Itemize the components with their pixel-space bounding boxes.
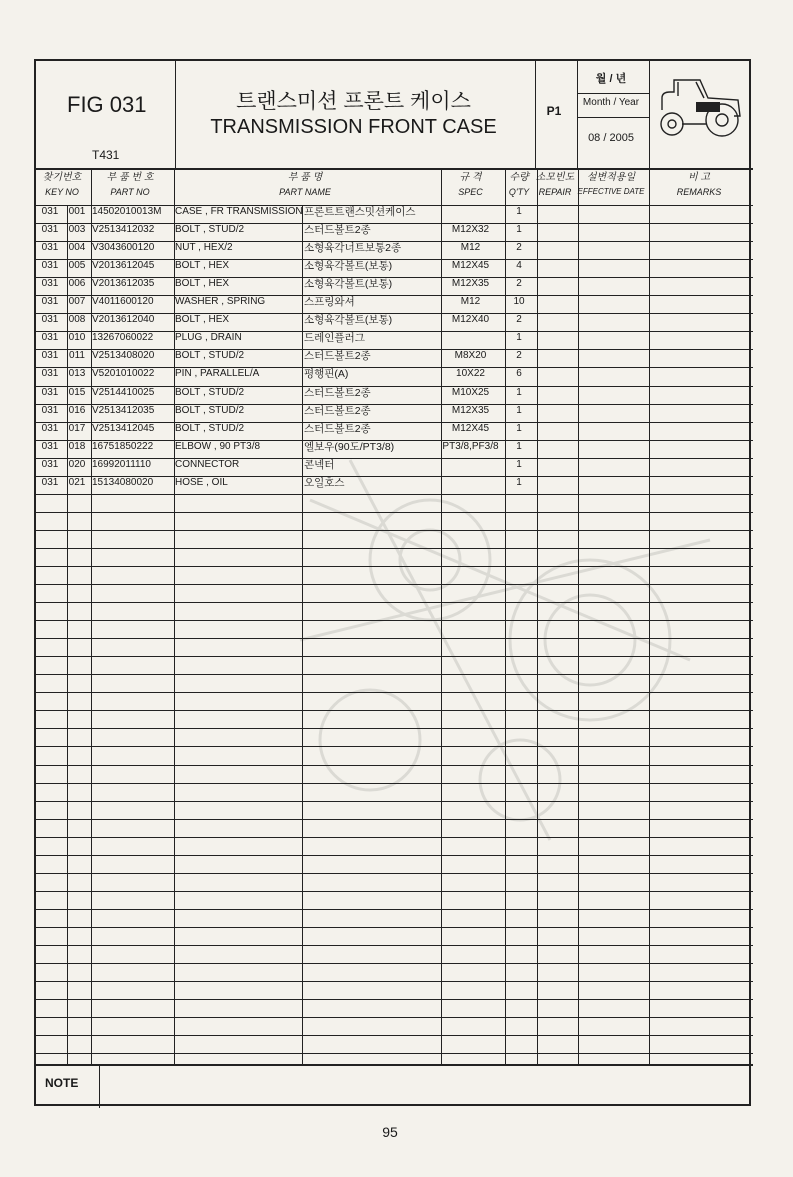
row-spec: M12X40 (451, 314, 490, 326)
grid-hline (36, 873, 753, 874)
row-part-name-ko: 콘넥터 (304, 458, 335, 471)
grid-hline (36, 620, 753, 621)
row-fig-number: 031 (41, 224, 59, 236)
grid-hline (36, 710, 753, 711)
grid-hline (36, 981, 753, 982)
row-part-name-ko: 스터드볼트2종 (304, 350, 371, 363)
row-part-name-ko: 프론트트랜스밋션케이스 (304, 206, 416, 218)
row-part-no: V5201010022 (92, 368, 155, 380)
row-part-name-ko: 스터드볼트2종 (304, 422, 371, 435)
grid-vline (649, 168, 650, 1064)
row-part-name-ko: 소형육각볼트(보통) (304, 314, 393, 327)
row-part-name-en: BOLT , HEX (175, 260, 230, 272)
row-key-no: 004 (68, 242, 86, 254)
row-qty: 1 (516, 386, 522, 398)
row-spec: PT3/8,PF3/8 (442, 440, 499, 452)
row-part-name-ko: 오일호스 (304, 476, 345, 489)
row-part-name-en: BOLT , HEX (175, 278, 230, 290)
grid-hline (36, 512, 753, 513)
row-qty: 2 (516, 278, 522, 290)
row-spec: M12X35 (451, 278, 490, 290)
row-qty: 1 (516, 476, 522, 488)
row-spec: M12X45 (451, 422, 490, 434)
row-spec: M12X45 (451, 260, 490, 272)
col-repair-ko: 소모빈도 (535, 172, 575, 183)
row-qty: 2 (516, 242, 522, 254)
row-qty: 1 (516, 224, 522, 236)
row-part-name-ko: 스터드볼트2종 (304, 224, 371, 237)
figure-number: FIG 031 (67, 92, 147, 117)
row-spec (439, 456, 502, 474)
grid-hline (36, 584, 753, 585)
row-fig-number: 031 (41, 386, 59, 398)
row-key-no: 017 (68, 422, 86, 434)
col-effective-date-en: EFFECTIVE DATE (577, 187, 645, 196)
row-spec (439, 329, 502, 347)
row-part-name-en: ELBOW , 90 PT3/8 (175, 440, 261, 452)
row-qty: 10 (513, 296, 525, 308)
row-part-no: V2013612045 (92, 260, 155, 272)
col-remarks-en: REMARKS (676, 187, 722, 197)
row-part-name-ko: 소형육각너트보통2종 (304, 242, 402, 255)
grid-hline (36, 638, 753, 639)
row-part-no: V2513412032 (92, 224, 155, 236)
row-fig-number: 031 (41, 260, 59, 272)
title-english: TRANSMISSION FRONT CASE (210, 116, 497, 138)
row-spec (439, 474, 502, 492)
row-part-name-en: PLUG , DRAIN (175, 332, 242, 344)
col-qty-en: Q'TY (508, 187, 530, 197)
row-part-no: V3043600120 (92, 242, 155, 254)
row-fig-number: 031 (41, 458, 59, 470)
col-spec-ko: 규 격 (459, 172, 482, 183)
row-key-no: 003 (68, 224, 86, 236)
col-effective-date-ko: 설변적용일 (586, 172, 636, 183)
row-key-no: 011 (69, 350, 85, 362)
grid-hline (36, 1064, 753, 1066)
row-fig-number: 031 (41, 350, 59, 362)
row-part-no: 16751850222 (92, 440, 154, 452)
grid-hline (36, 927, 753, 928)
row-part-name-en: WASHER , SPRING (175, 296, 266, 308)
row-fig-number: 031 (41, 368, 59, 380)
row-part-no: 16992011110 (92, 458, 151, 470)
grid-hline (36, 855, 753, 856)
grid-vline (578, 168, 579, 1064)
row-fig-number: 031 (41, 206, 59, 217)
grid-hline (36, 656, 753, 657)
col-key-no-en: KEY NO (45, 187, 79, 197)
col-part-no-en: PART NO (110, 187, 150, 197)
row-key-no: 008 (68, 314, 86, 326)
row-fig-number: 031 (41, 476, 59, 488)
row-spec: 10X22 (456, 368, 485, 380)
grid-hline (36, 692, 753, 693)
note-label: NOTE (45, 1076, 79, 1090)
row-qty: 2 (516, 314, 522, 326)
page-code: P1 (546, 104, 562, 118)
row-part-name-en: BOLT , HEX (175, 314, 230, 326)
row-spec: M8X20 (454, 350, 487, 362)
grid-hline (36, 801, 753, 802)
row-part-no: 14502010013M (92, 206, 162, 217)
grid-vline (99, 1064, 100, 1108)
grid-hline (36, 1053, 753, 1054)
col-remarks-ko: 비 고 (687, 172, 711, 183)
issue-date: 08 / 2005 (588, 132, 634, 144)
grid-hline (36, 837, 753, 838)
col-part-no-ko: 부 품 번 호 (106, 172, 154, 183)
row-key-no: 007 (68, 296, 86, 308)
grid-hline (36, 891, 753, 892)
row-spec (439, 203, 502, 221)
row-key-no: 013 (68, 368, 86, 380)
row-part-no: 15134080020 (92, 476, 154, 488)
row-part-no: V2013612040 (92, 314, 155, 326)
row-qty: 1 (516, 422, 522, 434)
row-part-name-en: NUT , HEX/2 (175, 242, 233, 254)
grid-hline (36, 602, 753, 603)
grid-hline (36, 819, 753, 820)
model-code: T431 (92, 148, 120, 162)
month-year-label-ko: 월 / 년 (595, 73, 627, 85)
grid-hline (36, 999, 753, 1000)
col-part-name-en: PART NAME (279, 187, 331, 197)
row-part-no: V2013612035 (92, 278, 155, 290)
grid-hline (36, 674, 753, 675)
col-key-no-ko: 찾기번호 (42, 172, 82, 183)
grid-hline (36, 945, 753, 946)
row-part-name-en: BOLT , STUD/2 (175, 224, 245, 236)
row-key-no: 006 (68, 278, 86, 290)
row-part-name-ko: 스터드볼트2종 (304, 404, 371, 417)
row-part-name-en: CASE , FR TRANSMISSION (175, 206, 303, 217)
row-part-no: V2513408020 (92, 350, 155, 362)
row-qty: 4 (516, 260, 522, 272)
grid-hline (36, 548, 753, 549)
row-key-no: 015 (68, 386, 86, 398)
col-spec-en: SPEC (458, 187, 483, 197)
row-fig-number: 031 (41, 278, 59, 290)
grid-hline (36, 1035, 753, 1036)
row-key-no: 018 (68, 440, 86, 452)
col-part-name-ko: 부 품 명 (287, 172, 323, 183)
row-qty: 1 (516, 332, 522, 344)
row-part-name-en: HOSE , OIL (175, 476, 228, 488)
row-part-name-en: BOLT , STUD/2 (175, 404, 245, 416)
row-part-no: V2513412035 (92, 404, 155, 416)
row-key-no: 020 (68, 458, 86, 470)
row-spec: M10X25 (451, 386, 490, 398)
row-part-name-en: PIN , PARALLEL/A (175, 368, 260, 380)
row-part-no: V4011600120 (92, 296, 154, 308)
row-part-name-ko: 드레인플러그 (304, 332, 365, 345)
row-fig-number: 031 (41, 440, 59, 452)
grid-hline (577, 117, 649, 118)
col-qty-ko: 수량 (509, 172, 529, 183)
row-qty: 1 (516, 458, 522, 470)
row-part-name-en: CONNECTOR (175, 458, 240, 470)
row-key-no: 001 (68, 206, 86, 217)
row-fig-number: 031 (41, 404, 59, 416)
row-fig-number: 031 (41, 332, 59, 344)
row-spec: M12X35 (451, 404, 490, 416)
grid-hline (36, 963, 753, 964)
page-number: 95 (382, 1124, 398, 1140)
row-qty: 1 (516, 440, 522, 452)
row-part-name-ko: 스프링와셔 (304, 296, 355, 309)
row-fig-number: 031 (41, 422, 59, 434)
row-part-name-ko: 스터드볼트2종 (304, 386, 371, 399)
row-fig-number: 031 (41, 242, 59, 254)
row-spec: M12 (460, 296, 481, 308)
row-part-name-ko: 소형육각볼트(보통) (304, 278, 393, 291)
row-key-no: 005 (68, 260, 86, 272)
grid-hline (36, 783, 753, 784)
row-part-name-en: BOLT , STUD/2 (175, 422, 245, 434)
grid-hline (36, 765, 753, 766)
row-part-name-ko: 엘보우(90도/PT3/8) (304, 440, 395, 453)
row-qty: 6 (516, 368, 522, 380)
row-part-no: V2513412045 (92, 422, 155, 434)
row-part-name-ko: 소형육각볼트(보통) (304, 260, 393, 273)
row-key-no: 016 (68, 404, 86, 416)
grid-hline (36, 566, 753, 567)
grid-vline (649, 61, 650, 168)
grid-hline (36, 728, 753, 729)
row-qty: 1 (516, 404, 522, 416)
row-part-name-en: BOLT , STUD/2 (175, 350, 245, 362)
row-part-name-ko: 평행핀(A) (304, 368, 349, 381)
row-fig-number: 031 (41, 296, 59, 308)
row-qty: 1 (516, 206, 522, 217)
grid-hline (36, 1017, 753, 1018)
title-korean: 트랜스미션 프론트 케이스 (236, 90, 471, 113)
grid-hline (36, 530, 753, 531)
row-spec: M12 (460, 242, 481, 254)
month-year-label-en: Month / Year (582, 97, 640, 108)
row-key-no: 010 (68, 332, 86, 344)
grid-hline (577, 93, 649, 94)
row-spec: M12X32 (451, 224, 490, 236)
grid-vline (537, 168, 538, 1064)
row-qty: 2 (516, 350, 522, 362)
grid-hline (36, 746, 753, 747)
row-key-no: 021 (68, 476, 86, 488)
grid-hline (36, 909, 753, 910)
row-fig-number: 031 (41, 314, 59, 326)
row-part-name-en: BOLT , STUD/2 (175, 386, 245, 398)
row-part-no: 13267060022 (92, 332, 154, 344)
row-part-no: V2514410025 (92, 386, 155, 398)
grid-hline (36, 494, 753, 495)
col-repair-en: REPAIR (538, 187, 572, 197)
grid-vline (302, 205, 303, 1064)
